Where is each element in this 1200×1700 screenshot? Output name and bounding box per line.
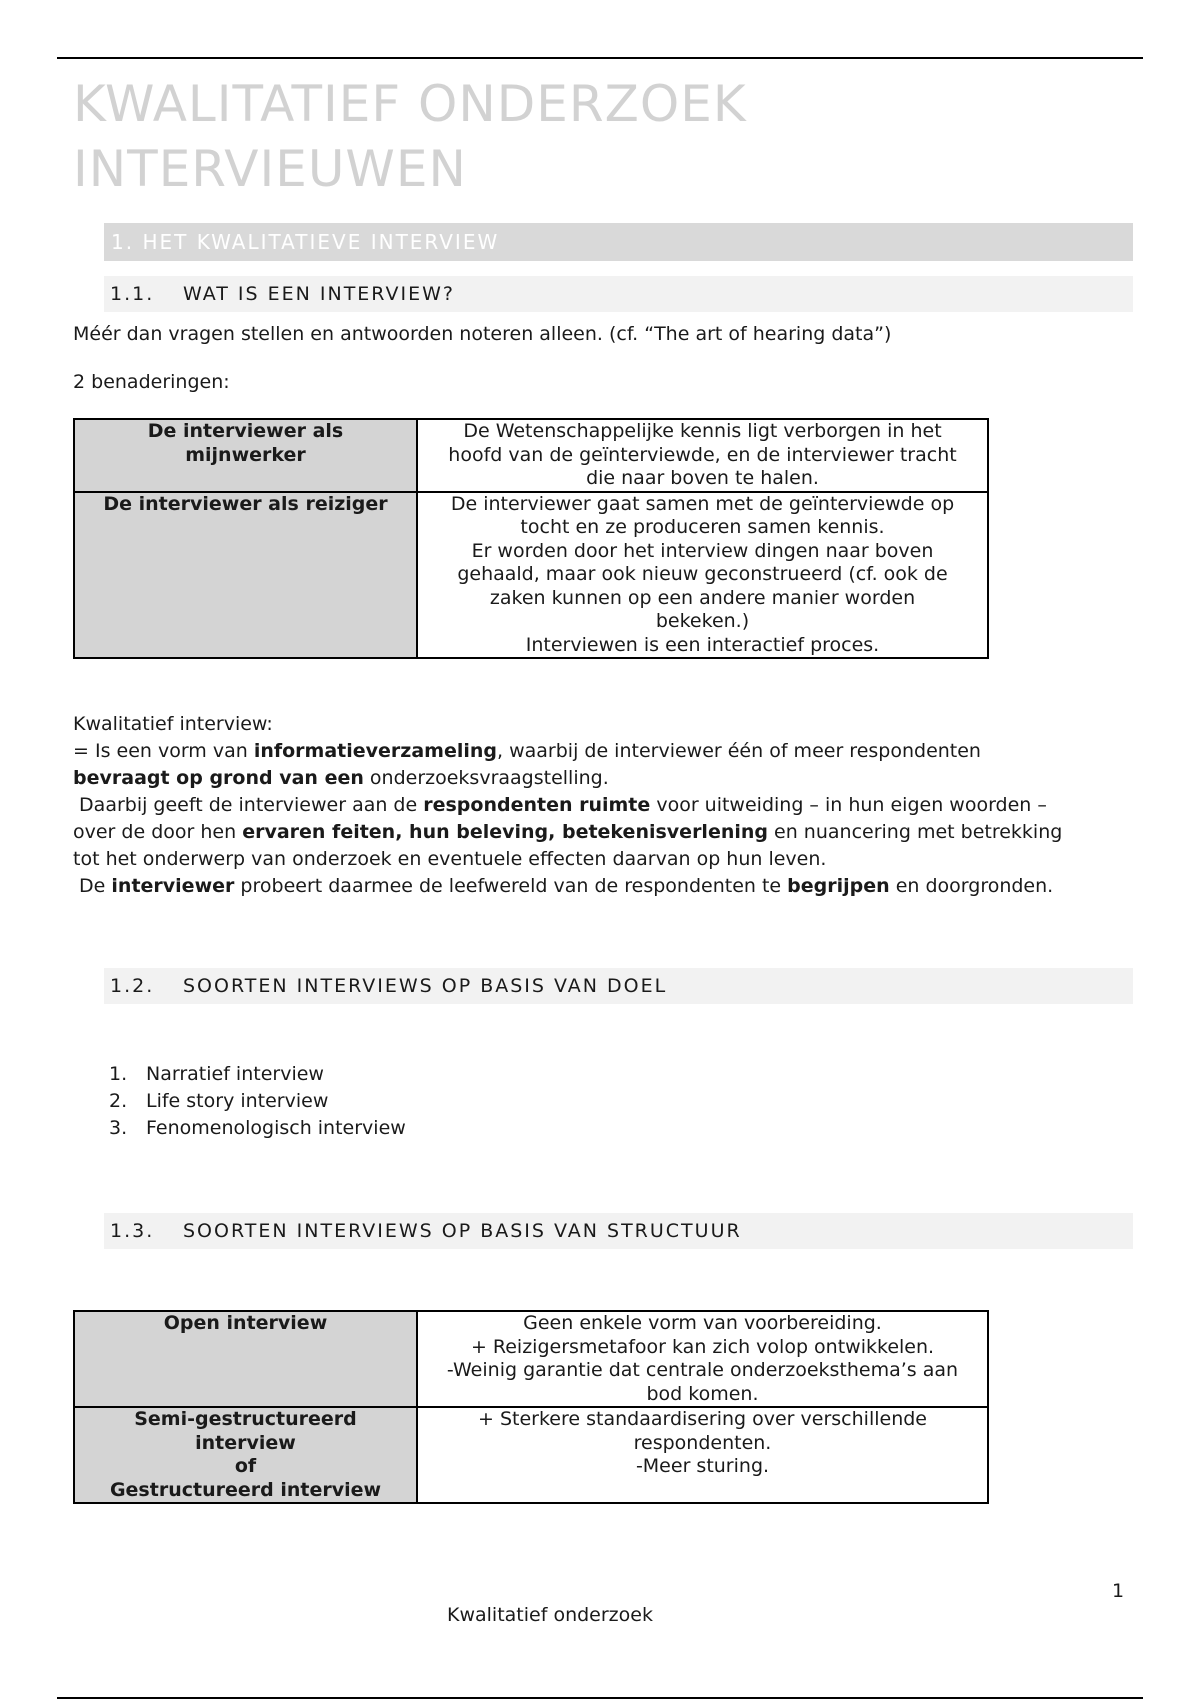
table-row (74, 419, 988, 492)
cell-line: Gestructureerd interview (109, 1478, 382, 1501)
table-row (74, 1407, 988, 1503)
cell-line: bod komen. (646, 1382, 759, 1405)
list-item-text: Life story interview (146, 1090, 329, 1112)
list-number: 1. (109, 1063, 128, 1085)
cell-line: De Wetenschappelijke kennis ligt verborgen in het (463, 420, 942, 442)
section-number: 1.3. (110, 1220, 155, 1242)
definition-line: tot het onderwerp van onderzoek en eventuele effecten daarvan op hun leven. (73, 848, 827, 870)
table-row (74, 1311, 988, 1407)
intro-paragraph: Méér dan vragen stellen en antwoorden noteren alleen. (cf. “The art of hearing data”) (73, 323, 892, 345)
structure-table (73, 1310, 989, 1504)
definition-label: Kwalitatief interview: (73, 713, 273, 735)
text-run: voor uitweiding – in hun eigen woorden – (650, 794, 1047, 816)
page-number: 1 (1112, 1580, 1125, 1602)
title-line: KWALITATIEF ONDERZOEK (73, 75, 747, 133)
section-title: SOORTEN INTERVIEWS OP BASIS VAN DOEL (183, 975, 668, 997)
text-run: = Is een vorm van (73, 740, 254, 762)
section-title: WAT IS EEN INTERVIEW? (183, 283, 455, 305)
cell-line: Interviewen is een interactief proces. (525, 633, 880, 656)
table-value-cell (417, 492, 988, 659)
cell-line: + Sterkere standaardisering over verschillende (478, 1408, 927, 1430)
text-run: over de door hen (73, 821, 243, 843)
cell-line: bekeken.) (655, 610, 750, 632)
list-item-text: Narratief interview (146, 1063, 324, 1085)
text-run: onderzoeksvraagstelling. (363, 767, 609, 789)
section-number: 1.2. (110, 975, 155, 997)
definition-line (73, 792, 1133, 819)
approaches-table (73, 418, 989, 659)
definition-line (73, 819, 1133, 846)
table-value-cell (417, 1407, 988, 1503)
table-row (74, 492, 988, 659)
cell-line: De interviewer gaat samen met de geïnterviewde op (450, 492, 955, 515)
goal-list (73, 1061, 406, 1142)
text-run: en doorgronden. (889, 875, 1054, 897)
table-value-cell (417, 1311, 988, 1407)
cell-line: tocht en ze produceren samen kennis. (520, 516, 885, 538)
bottom-rule (57, 1697, 1143, 1699)
cell-line: Geen enkele vorm van voorbereiding. (523, 1312, 882, 1334)
definition-paragraph (73, 711, 1133, 900)
list-item (73, 1061, 406, 1088)
bold-run: begrijpen (787, 875, 890, 897)
list-item (73, 1088, 406, 1115)
section-number: 1.1. (110, 283, 155, 305)
cell-line: + Reizigersmetafoor kan zich volop ontwikkelen. (470, 1335, 935, 1358)
heading-section-1-3 (104, 1213, 1133, 1249)
cell-line: gehaald, maar ook nieuw geconstrueerd (cf. ook de (457, 563, 948, 585)
heading-section-1-2 (104, 968, 1133, 1004)
cell-line: die naar boven te halen. (586, 467, 819, 489)
text-run: en nuancering met betrekking (768, 821, 1063, 843)
cell-line: -Meer sturing. (635, 1455, 770, 1477)
bold-run: bevraagt op grond van een (73, 767, 364, 789)
cell-line: Open interview (163, 1312, 328, 1334)
heading-section-1-1 (104, 276, 1133, 312)
text-run: , waarbij de interviewer één of meer respondenten (497, 740, 981, 762)
heading-1: 1. HET KWALITATIEVE INTERVIEW (104, 223, 1133, 261)
cell-line: hoofd van de geïnterviewde, en de interviewer tracht (448, 443, 957, 466)
cell-line: De interviewer als reiziger (103, 492, 388, 515)
cell-line: interview (195, 1431, 296, 1454)
text-run: probeert daarmee de leefwereld van de respondenten te (234, 875, 788, 897)
list-item-text: Fenomenologisch interview (146, 1117, 406, 1139)
cell-line: -Weinig garantie dat centrale onderzoeksthema’s aan (446, 1359, 959, 1381)
text-run: De (73, 875, 112, 897)
approaches-label: 2 benaderingen: (73, 371, 230, 393)
table-key-cell (74, 1407, 417, 1503)
top-rule (57, 57, 1143, 59)
footer-text: Kwalitatief onderzoek (447, 1604, 653, 1626)
table-key-cell (74, 419, 417, 492)
bold-run: ervaren feiten, hun beleving, betekenisverlening (242, 821, 768, 843)
cell-line: of (234, 1455, 257, 1477)
cell-line: respondenten. (633, 1431, 772, 1454)
cell-line: Semi-gestructureerd (134, 1408, 357, 1430)
text-run: Daarbij geeft de interviewer aan de (73, 794, 424, 816)
bold-run: informatieverzameling (253, 740, 498, 762)
list-number: 2. (109, 1090, 128, 1112)
cell-line: mijnwerker (185, 443, 306, 466)
list-item (73, 1115, 406, 1142)
page-title (73, 72, 1073, 202)
bold-run: respondenten ruimte (423, 794, 651, 816)
cell-line: zaken kunnen op een andere manier worden (489, 586, 916, 609)
definition-line (73, 765, 1133, 792)
table-key-cell (74, 1311, 417, 1407)
title-line: INTERVIEUWEN (73, 140, 467, 198)
section-title: SOORTEN INTERVIEWS OP BASIS VAN STRUCTUUR (183, 1220, 742, 1242)
definition-line (73, 873, 1133, 900)
cell-line: De interviewer als (147, 420, 344, 442)
table-value-cell (417, 419, 988, 492)
list-number: 3. (109, 1117, 128, 1139)
bold-run: interviewer (111, 875, 235, 897)
table-key-cell (74, 492, 417, 659)
definition-line (73, 738, 1133, 765)
cell-line: Er worden door het interview dingen naar boven (471, 539, 934, 562)
